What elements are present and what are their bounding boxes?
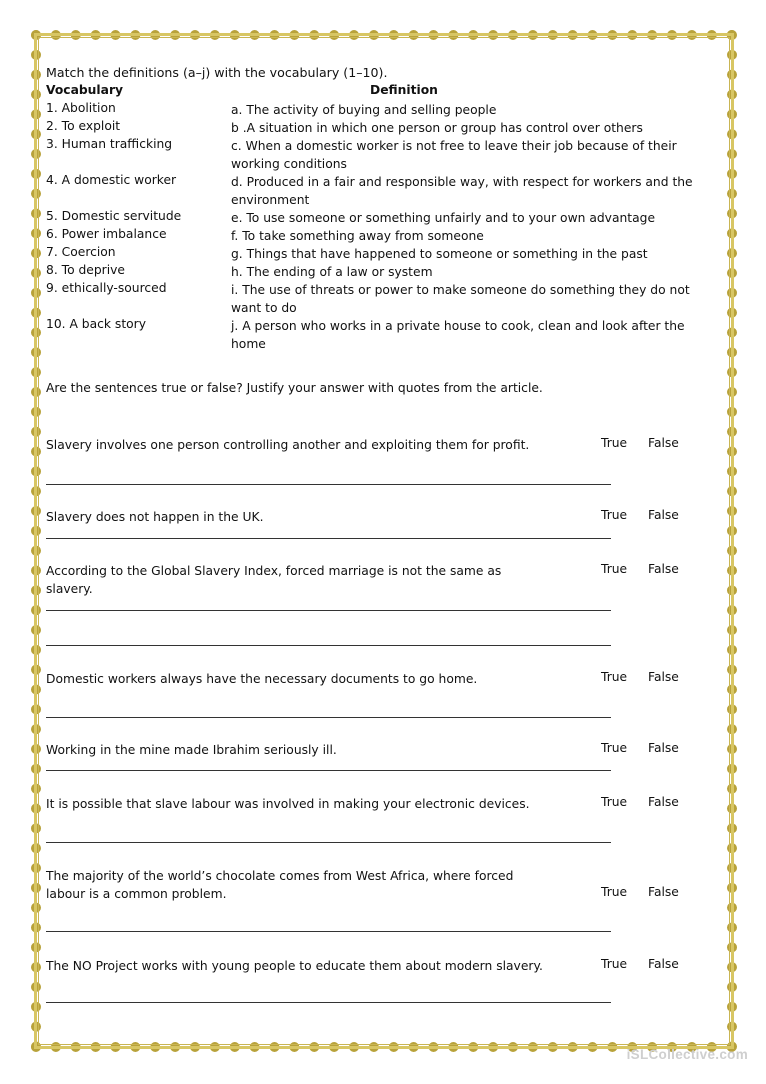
vocab-item: 6. Power imbalance: [46, 227, 167, 241]
statement: Slavery involves one person controlling another and exploiting them for profit.: [46, 438, 530, 452]
true-option[interactable]: True: [601, 508, 628, 522]
definition-item: h. The ending of a law or system: [231, 265, 433, 279]
vocab-item: 8. To deprive: [46, 263, 125, 277]
false-option[interactable]: False: [648, 957, 679, 971]
answer-line[interactable]: [46, 717, 611, 718]
vocab-item: 4. A domestic worker: [46, 173, 177, 187]
false-option[interactable]: False: [648, 795, 679, 809]
answer-line[interactable]: [46, 484, 611, 485]
vocab-item: 3. Human trafficking: [46, 137, 173, 151]
definition-item: b .A situation in which one person or group has control over others: [231, 121, 643, 135]
answer-line[interactable]: [46, 842, 611, 843]
true-false-instruction: Are the sentences true or false? Justify your answer with quotes from the article.: [46, 381, 543, 395]
answer-line[interactable]: [46, 931, 611, 932]
statement: The NO Project works with young people to educate them about modern slavery.: [46, 959, 543, 973]
definition-item: e. To use someone or something unfairly and to your own advantage: [231, 211, 656, 225]
site-watermark: iSLCollective.com: [626, 1047, 748, 1062]
vocab-item: 5. Domestic servitude: [46, 209, 182, 223]
true-option[interactable]: True: [601, 885, 628, 899]
definition-item: f. To take something away from someone: [231, 229, 484, 243]
vocab-item: 1. Abolition: [46, 101, 116, 115]
vocab-item: 7. Coercion: [46, 245, 116, 259]
false-option[interactable]: False: [648, 562, 679, 576]
definition-item: d. Produced in a fair and responsible way, with respect for workers and the environment: [231, 175, 693, 207]
definition-item: i. The use of threats or power to make someone do something they do not want to do: [231, 283, 690, 315]
false-option[interactable]: False: [648, 508, 679, 522]
true-option[interactable]: True: [601, 562, 628, 576]
statement: It is possible that slave labour was involved in making your electronic devices.: [46, 797, 530, 811]
true-option[interactable]: True: [601, 741, 628, 755]
vocabulary-header: Vocabulary: [46, 83, 124, 97]
false-option[interactable]: False: [648, 741, 679, 755]
answer-line[interactable]: [46, 770, 611, 771]
matching-instruction: Match the definitions (a–j) with the vocabulary (1–10).: [46, 65, 388, 80]
vocab-item: 9. ethically-sourced: [46, 281, 167, 295]
false-option[interactable]: False: [648, 670, 679, 684]
answer-line[interactable]: [46, 610, 611, 611]
true-option[interactable]: True: [601, 436, 628, 450]
answer-line[interactable]: [46, 645, 611, 646]
statement: Working in the mine made Ibrahim seriously ill.: [46, 743, 337, 757]
definition-item: j. A person who works in a private house to cook, clean and look after the home: [231, 319, 685, 351]
statement: Domestic workers always have the necessary documents to go home.: [46, 672, 478, 686]
statement: According to the Global Slavery Index, forced marriage is not the same as slavery.: [46, 564, 502, 596]
vocab-item: 2. To exploit: [46, 119, 121, 133]
false-option[interactable]: False: [648, 436, 679, 450]
false-option[interactable]: False: [648, 885, 679, 899]
true-option[interactable]: True: [601, 795, 628, 809]
answer-line[interactable]: [46, 538, 611, 539]
true-option[interactable]: True: [601, 670, 628, 684]
definition-header: Definition: [370, 83, 438, 97]
statement: The majority of the world’s chocolate comes from West Africa, where forced labour is a common problem.: [46, 869, 514, 901]
vocab-item: 10. A back story: [46, 317, 147, 331]
definition-item: a. The activity of buying and selling people: [231, 103, 497, 117]
answer-line[interactable]: [46, 1002, 611, 1003]
true-option[interactable]: True: [601, 957, 628, 971]
statement: Slavery does not happen in the UK.: [46, 510, 264, 524]
definition-item: g. Things that have happened to someone or something in the past: [231, 247, 648, 261]
definition-item: c. When a domestic worker is not free to leave their job because of their working conditions: [231, 139, 677, 171]
